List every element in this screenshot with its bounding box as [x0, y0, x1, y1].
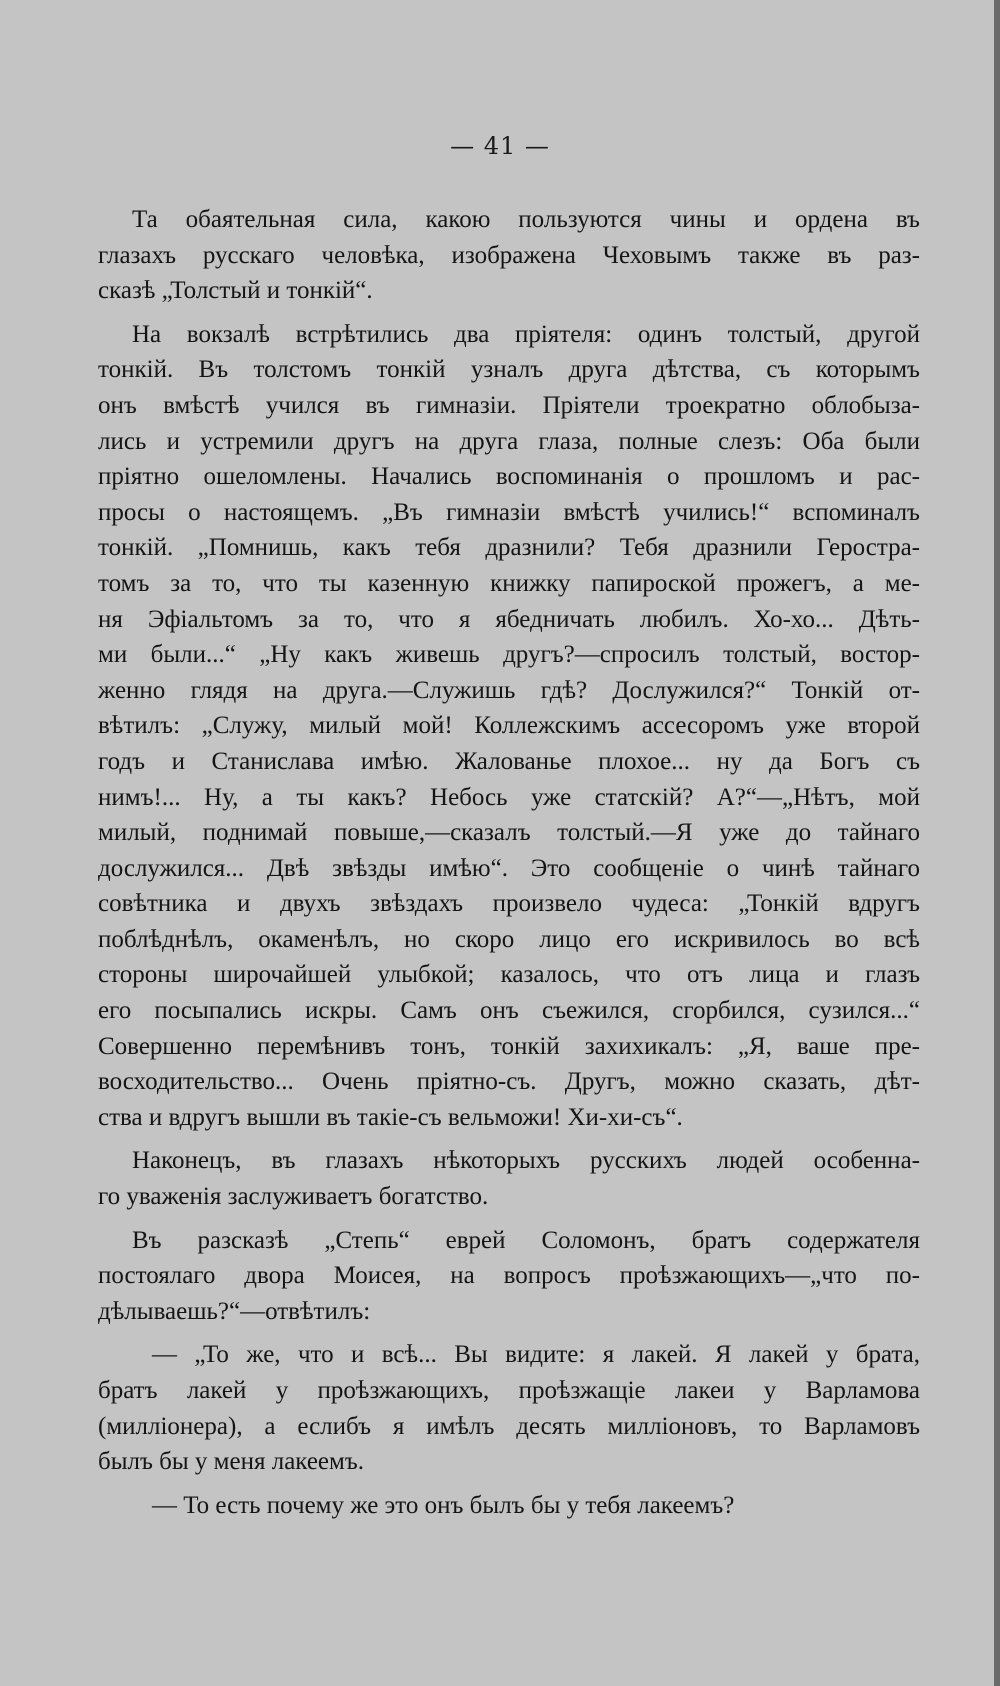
text-line: ня Эфіальтомъ за то, что я ябедничать любилъ. Хо-хо... Дѣть- — [98, 605, 920, 633]
text-line: дѣлываешь?“—отвѣтилъ: — [98, 1297, 371, 1325]
text-line: вѣтилъ: „Служу, милый мой! Коллежскимъ ассесоромъ уже второй — [98, 712, 920, 740]
text-line: Та обаятельная сила, какою пользуются чины и ордена въ — [132, 206, 920, 233]
text-line: постоялаго двора Моисея, на вопросъ проѣзжающихъ—„что по- — [98, 1262, 920, 1290]
page-edge — [994, 0, 1000, 1686]
text-line: восходительство... Очень пріятно-съ. Другъ, можно сказать, дѣт- — [98, 1068, 920, 1096]
text-line: На вокзалѣ встрѣтились два пріятеля: одинъ толстый, другой — [132, 320, 920, 348]
text-line: совѣтника и двухъ звѣздахъ произвело чудеса: „Тонкій вдругъ — [98, 890, 920, 918]
text-line: (милліонера), а еслибъ я имѣлъ десять милліоновъ, то Варламовъ — [98, 1412, 920, 1440]
text-line: тонкій. „Помнишь, какъ тебя дразнили? Тебя дразнили Герострa- — [98, 534, 920, 562]
text-line: милый, поднимай повыше,—сказалъ толстый.—Я уже до тайнаго — [98, 819, 920, 847]
text-line: стороны широчайшей улыбкой; казалось, что отъ лица и глазъ — [98, 961, 920, 989]
dialogue-paragraph — [98, 1488, 920, 1524]
text-line: Наконецъ, въ глазахъ нѣкоторыхъ русскихъ людей особенна- — [132, 1147, 920, 1175]
text-line: поблѣднѣлъ, окаменѣлъ, но скоро лицо его искривилось во всѣ — [98, 925, 920, 953]
text-line: женно глядя на друга.—Служишь гдѣ? Дослужился?“ Тонкій от- — [98, 676, 920, 704]
text-line: Совершенно перемѣнивъ тонъ, тонкій захихикалъ: „Я, ваше пре- — [98, 1032, 920, 1060]
text-line: нимъ!... Ну, а ты какъ? Небось уже статскій? А?“—„Нѣтъ, мой — [98, 783, 920, 811]
text-line: дослужился... Двѣ звѣзды имѣю“. Это сообщеніе о чинѣ тайнаго — [98, 854, 920, 882]
text-line: — „То же, что и всѣ... Вы видите: я лакей. Я лакей у брата, — [152, 1341, 920, 1369]
text-line: годъ и Станислава имѣю. Жалованье плохое... ну да Богъ съ — [98, 747, 920, 775]
text-line: тонкій. Въ толстомъ тонкій узналъ друга дѣтства, съ которымъ — [98, 356, 920, 384]
paragraph — [98, 1223, 920, 1330]
body-text — [98, 202, 920, 1531]
paragraph — [98, 202, 920, 309]
text-line: ства и вдругъ вышли въ такіе-съ вельможи! Хи-хи-съ“. — [98, 1103, 683, 1131]
text-line: сказѣ „Толстый и тонкій“. — [98, 277, 373, 305]
page-number: — 41 — — [450, 132, 550, 160]
text-line: лись и устремили другъ на друга глаза, полные слезъ: Оба были — [98, 427, 920, 455]
text-line: онъ вмѣстѣ учился въ гимназіи. Пріятели троекратно облобыза- — [98, 391, 920, 419]
text-line: го уваженія заслуживаетъ богатство. — [98, 1183, 489, 1211]
text-line: глазахъ русскаго человѣка, изображена Чеховымъ также въ раз- — [98, 241, 920, 269]
text-line: ми были...“ „Ну какъ живешь другъ?—спросилъ толстый, востор- — [98, 641, 920, 669]
text-line: былъ бы у меня лакеемъ. — [98, 1448, 365, 1476]
text-line: его посыпались искры. Самъ онъ съежился, сгорбился, сузился...“ — [98, 997, 920, 1025]
dialogue-paragraph — [98, 1337, 920, 1479]
text-line: — То есть почему же это онъ былъ бы у тебя лакеемъ? — [152, 1491, 735, 1519]
paragraph — [98, 317, 920, 1136]
text-line: просы о настоящемъ. „Въ гимназіи вмѣстѣ учились!“ вспоминалъ — [98, 498, 920, 526]
text-line: пріятно ошеломлены. Начались воспоминанія о прошломъ и рас- — [98, 463, 920, 491]
paragraph — [98, 1143, 920, 1214]
text-line: братъ лакей у проѣзжающихъ, проѣзжащіе лакеи у Варламова — [98, 1377, 920, 1404]
text-line: Въ разсказѣ „Степь“ еврей Соломонъ, братъ содержателя — [132, 1226, 920, 1254]
text-line: томъ за то, что ты казенную книжку папироской прожегъ, а ме- — [98, 569, 920, 597]
